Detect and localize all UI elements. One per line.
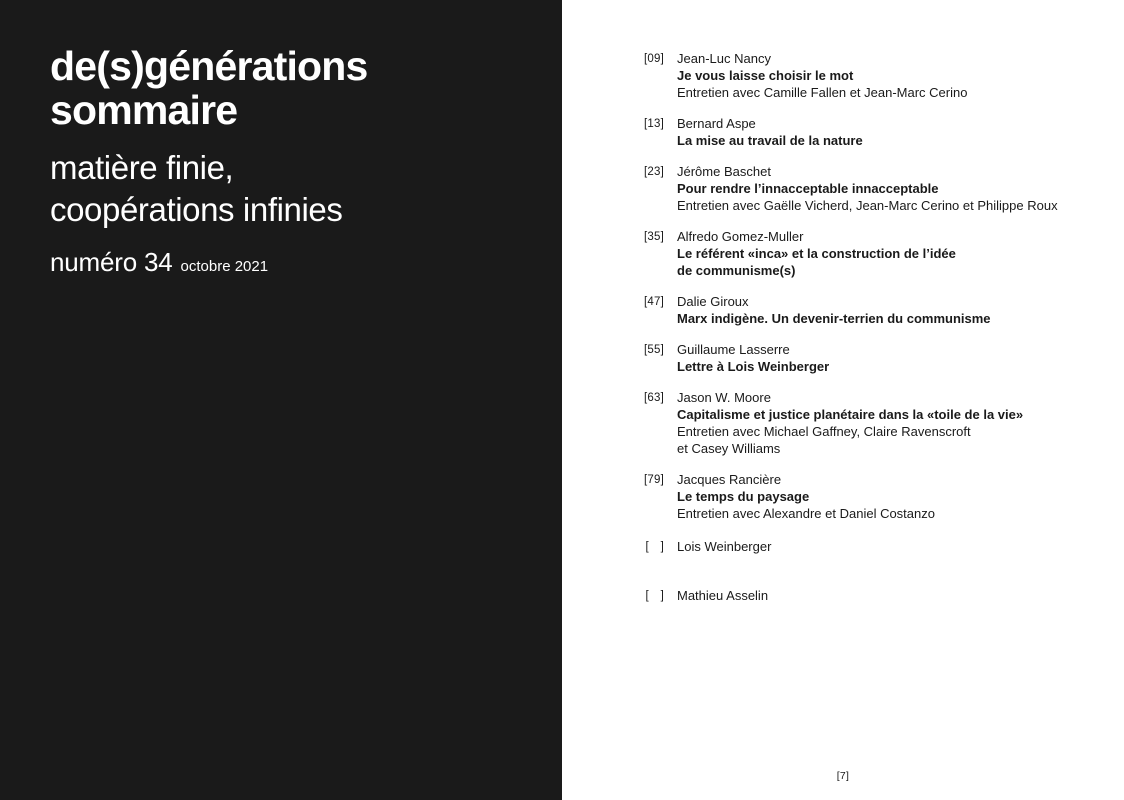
entry-title-continued: de communisme(s) — [677, 263, 796, 278]
entry-body — [664, 471, 935, 522]
entry-author: Dalie Giroux — [677, 294, 749, 309]
entry-body — [664, 538, 771, 555]
entry-body — [664, 50, 967, 101]
issue-number: numéro 34 — [50, 247, 173, 277]
list-item[interactable] — [630, 538, 1106, 556]
entry-note-continued: et Casey Williams — [677, 441, 781, 456]
table-of-contents — [630, 50, 1106, 619]
list-item[interactable] — [630, 228, 1106, 279]
entry-title: Le référent «inca» et la construction de l’idée — [677, 246, 956, 261]
entry-author: Guillaume Lasserre — [677, 342, 790, 357]
entry-note: Entretien avec Gaëlle Vicherd, Jean-Marc Cerino et Philippe Roux — [677, 198, 1058, 213]
list-item[interactable] — [630, 587, 1106, 605]
folio-page-number: [7] — [836, 770, 850, 782]
entry-body — [664, 389, 1023, 457]
page-title: sommaire — [50, 87, 238, 134]
entry-page-number: [35] — [644, 231, 664, 243]
issue-date: octobre 2021 — [180, 258, 269, 275]
list-item[interactable] — [630, 163, 1106, 214]
publication-title: de(s)générations — [50, 43, 368, 89]
list-item[interactable] — [630, 50, 1106, 101]
entry-note: Entretien avec Michael Gaffney, Claire Ravenscroft — [677, 424, 971, 439]
entry-body — [664, 341, 829, 375]
entry-author: Jason W. Moore — [677, 390, 771, 405]
entry-author: Jérôme Baschet — [677, 164, 771, 179]
entry-page-number: [23] — [644, 166, 664, 178]
entry-page-number: [09] — [644, 53, 664, 65]
entry-page-number: [13] — [644, 118, 664, 130]
cover-text-block — [50, 44, 522, 278]
entry-author: Bernard Aspe — [677, 116, 756, 131]
entry-author: Lois Weinberger — [677, 539, 772, 554]
entry-page-number: [ ] — [645, 590, 664, 602]
entry-page-number: [47] — [644, 296, 664, 308]
list-item[interactable] — [630, 341, 1106, 375]
entry-note: Entretien avec Camille Fallen et Jean-Marc Cerino — [677, 85, 968, 100]
entry-page-number: [ ] — [645, 541, 664, 553]
list-item[interactable] — [630, 115, 1106, 149]
entry-author: Alfredo Gomez-Muller — [677, 229, 804, 244]
entry-title: La mise au travail de la nature — [677, 133, 863, 148]
entry-author: Mathieu Asselin — [677, 588, 769, 603]
list-item[interactable] — [630, 389, 1106, 457]
list-item[interactable] — [630, 293, 1106, 327]
list-item[interactable] — [630, 471, 1106, 522]
entry-author: Jean-Luc Nancy — [677, 51, 771, 66]
entry-author: Jacques Rancière — [677, 472, 782, 487]
entry-body — [664, 115, 863, 149]
entry-title: Le temps du paysage — [677, 489, 810, 504]
entry-page-number: [79] — [644, 474, 664, 486]
entry-title: Capitalisme et justice planétaire dans la «toile de la vie» — [677, 407, 1024, 422]
entry-title: Marx indigène. Un devenir-terrien du communisme — [677, 311, 991, 326]
issue-theme-line-2: coopérations infinies — [50, 190, 343, 228]
contents-panel — [562, 0, 1124, 800]
entry-body — [664, 228, 956, 279]
entry-page-number: [55] — [644, 344, 664, 356]
entry-body — [664, 587, 768, 604]
entry-title: Je vous laisse choisir le mot — [677, 68, 854, 83]
entry-body — [664, 293, 991, 327]
issue-theme-line-1: matière finie, — [50, 148, 234, 186]
entry-title: Lettre à Lois Weinberger — [677, 359, 830, 374]
entry-page-number: [63] — [644, 392, 664, 404]
entry-title: Pour rendre l’innacceptable innacceptable — [677, 181, 939, 196]
entry-note: Entretien avec Alexandre et Daniel Costanzo — [677, 506, 935, 521]
entry-body — [664, 163, 1058, 214]
issue-meta — [50, 247, 522, 278]
